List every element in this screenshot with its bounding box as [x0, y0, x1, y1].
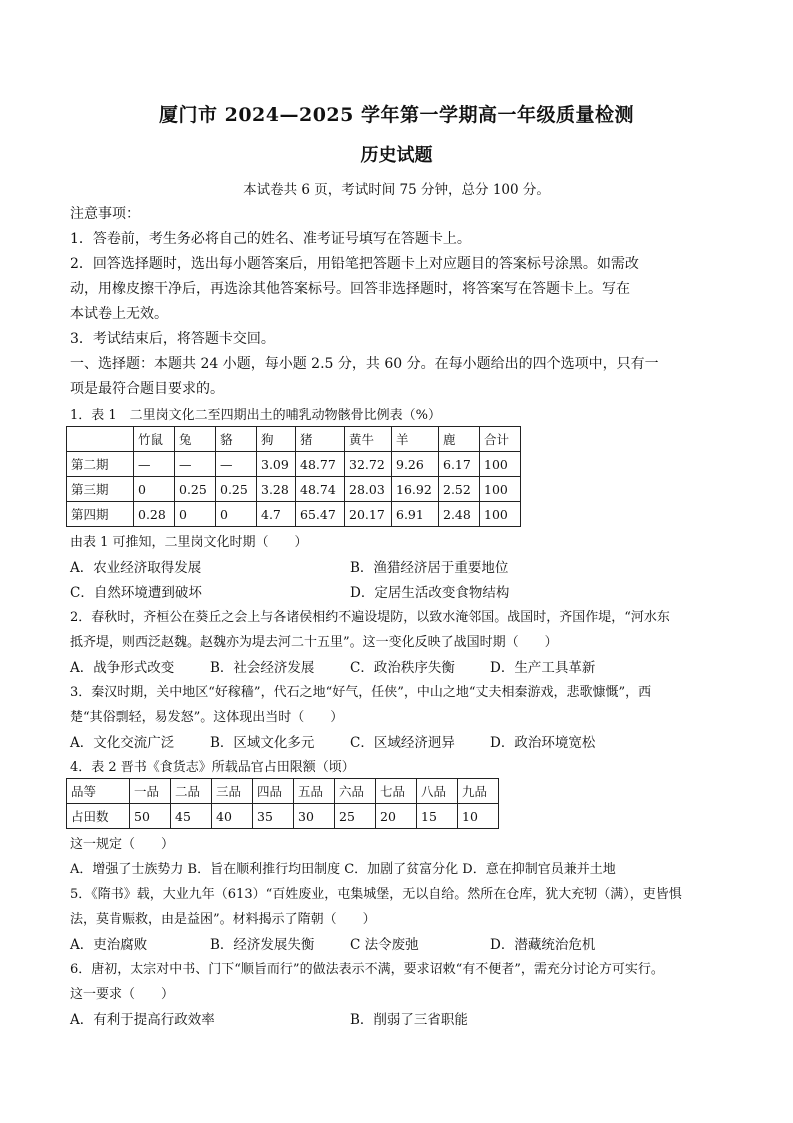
q4-stem: 4．表 2 晋书《食货志》所载品官占田限额（顷）: [70, 760, 355, 775]
table-cell: 4.7: [257, 502, 296, 527]
table-row: [67, 477, 521, 502]
table-cell: 0.25: [175, 477, 216, 502]
table-cell: 16.92: [392, 477, 439, 502]
table-cell: 10: [458, 804, 499, 829]
table-cell: 2.48: [439, 502, 480, 527]
q5-stem-line-2: 法，莫肯赈救，由是益困”。材料揭示了隋朝（ ）: [70, 912, 376, 927]
table-cell: —: [134, 452, 175, 477]
table-cell: 30: [294, 804, 335, 829]
table-cell: 25: [335, 804, 376, 829]
section-heading-line-1: 一、选择题：本题共 24 小题，每小题 2.5 分，共 60 分。在每小题给出的四个选项中，只有一: [70, 356, 659, 372]
q2-option-d: D．生产工具革新: [490, 660, 596, 676]
table-cell: 四品: [253, 779, 294, 804]
exam-note: 本试卷共 6 页，考试时间 75 分钟，总分 100 分。: [243, 182, 550, 198]
table-cell: 50: [130, 804, 171, 829]
q1-option-b: B．渔猎经济居于重要地位: [350, 560, 509, 576]
page-title: 厦门市 2024—2025 学年第一学期高一年级质量检测: [159, 104, 634, 126]
q3-option-d: D．政治环境宽松: [490, 735, 596, 751]
notice-item-2-line-2: 动，用橡皮擦干净后，再选涂其他答案标号。回答非选择题时，将答案写在答题卡上。写在: [70, 281, 630, 297]
q5-option-c: C 法令废弛: [350, 937, 419, 953]
table-cell: 八品: [417, 779, 458, 804]
q1-option-d: D．定居生活改变食物结构: [350, 585, 510, 601]
table-cell: 狗: [257, 427, 296, 452]
q3-stem-line-2: 楚“其俗剽轻，易发怒”。这体现出当时（ ）: [70, 710, 344, 725]
q1-option-a: A．农业经济取得发展: [70, 560, 202, 576]
q1-option-c: C．自然环境遭到破坏: [70, 585, 202, 601]
table-cell: 20.17: [345, 502, 392, 527]
q1-question: 由表 1 可推知，二里岗文化时期（ ）: [70, 535, 308, 550]
q1-stem: 1．表 1 二里岗文化二至四期出土的哺乳动物骸骨比例表（%）: [70, 408, 442, 423]
q3-option-b: B．区域文化多元: [210, 735, 315, 751]
table-row: [67, 804, 499, 829]
table-cell: 45: [171, 804, 212, 829]
q4-table: [66, 778, 499, 829]
page-subtitle: 历史试题: [360, 145, 433, 166]
table-cell: 二品: [171, 779, 212, 804]
table-cell: 猪: [296, 427, 345, 452]
q6-stem-line-1: 6．唐初，太宗对中书、门下“顺旨而行”的做法表示不满，要求诏敕“有不便者”，需充分讨论方可实行。: [70, 962, 664, 977]
table-cell: 鹿: [439, 427, 480, 452]
table-cell: 九品: [458, 779, 499, 804]
q5-option-a: A．吏治腐败: [70, 937, 148, 953]
notice-item-3: 3．考试结束后，将答题卡交回。: [70, 331, 275, 347]
q2-option-c: C．政治秩序失衡: [350, 660, 455, 676]
table-cell: 第二期: [67, 452, 134, 477]
table-cell: 第四期: [67, 502, 134, 527]
table-cell: 100: [480, 502, 521, 527]
q3-option-c: C．区域经济迥异: [350, 735, 455, 751]
table-cell: 羊: [392, 427, 439, 452]
section-heading-line-2: 项是最符合题目要求的。: [70, 381, 224, 397]
q1-table: [66, 426, 521, 527]
table-header-row: [67, 427, 521, 452]
table-cell: 合计: [480, 427, 521, 452]
q6-option-b: B．削弱了三省职能: [350, 1012, 468, 1028]
table-cell: 第三期: [67, 477, 134, 502]
q2-option-a: A．战争形式改变: [70, 660, 175, 676]
table-header-row: [67, 779, 499, 804]
q5-option-b: B．经济发展失衡: [210, 937, 315, 953]
table-cell: 65.47: [296, 502, 345, 527]
table-cell: 48.77: [296, 452, 345, 477]
table-cell: 竹鼠: [134, 427, 175, 452]
table-row: [67, 502, 521, 527]
notice-item-1: 1．答卷前，考生务必将自己的姓名、准考证号填写在答题卡上。: [70, 231, 471, 247]
table-cell: 3.28: [257, 477, 296, 502]
table-cell: 15: [417, 804, 458, 829]
table-cell: 0: [134, 477, 175, 502]
q6-option-a: A．有利于提高行政效率: [70, 1012, 215, 1028]
table-cell: 兔: [175, 427, 216, 452]
q4-options: A．增强了士族势力 B．旨在顺利推行均田制度 C．加剧了贫富分化 D．意在抑制官员兼并土地: [70, 862, 616, 877]
table-cell: 黄牛: [345, 427, 392, 452]
table-cell: 七品: [376, 779, 417, 804]
table-cell: 2.52: [439, 477, 480, 502]
table-cell: 35: [253, 804, 294, 829]
q5-stem-line-1: 5．《隋书》载，大业九年（613）“百姓废业，屯集城堡，无以自给。然所在仓库，犹大充牣（满），吏皆惧: [70, 887, 682, 902]
q6-stem-line-2: 这一要求（ ）: [70, 987, 175, 1002]
q2-stem-line-1: 2．春秋时，齐桓公在葵丘之会上与各诸侯相约不遍设堤防，以致水淹邻国。战国时，齐国作堤，“河水东: [70, 610, 670, 625]
q2-stem-line-2: 抵齐堤，则西泛赵魏。赵魏亦为堤去河二十五里”。这一变化反映了战国时期（ ）: [70, 635, 558, 650]
table-cell: 0.25: [216, 477, 257, 502]
table-cell: 28.03: [345, 477, 392, 502]
q5-option-d: D．潜藏统治危机: [490, 937, 596, 953]
table-cell: 占田数: [67, 804, 130, 829]
q3-stem-line-1: 3．秦汉时期，关中地区“好稼穑”，代石之地“好气，任侠”，中山之地“丈夫相秦游戏，悲歌慷慨”，西: [70, 685, 652, 700]
table-cell: 品等: [67, 779, 130, 804]
table-cell: 20: [376, 804, 417, 829]
table-cell: —: [216, 452, 257, 477]
table-cell: 0: [216, 502, 257, 527]
table-cell: 0.28: [134, 502, 175, 527]
table-cell: 32.72: [345, 452, 392, 477]
table-cell: 0: [175, 502, 216, 527]
q4-question: 这一规定（ ）: [70, 837, 175, 852]
notice-heading: 注意事项：: [70, 206, 140, 222]
table-cell: 貉: [216, 427, 257, 452]
notice-item-2-line-1: 2．回答选择题时，选出每小题答案后，用铅笔把答题卡上对应题目的答案标号涂黑。如需改: [70, 256, 639, 272]
table-cell: 100: [480, 477, 521, 502]
table-cell: 48.74: [296, 477, 345, 502]
table-cell: 6.17: [439, 452, 480, 477]
table-cell: [67, 427, 134, 452]
notice-item-2-line-3: 本试卷上无效。: [70, 306, 168, 322]
q3-option-a: A．文化交流广泛: [70, 735, 175, 751]
table-cell: 9.26: [392, 452, 439, 477]
table-cell: 40: [212, 804, 253, 829]
table-cell: —: [175, 452, 216, 477]
table-cell: 六品: [335, 779, 376, 804]
table-row: [67, 452, 521, 477]
table-cell: 三品: [212, 779, 253, 804]
table-cell: 100: [480, 452, 521, 477]
table-cell: 五品: [294, 779, 335, 804]
table-cell: 3.09: [257, 452, 296, 477]
q2-option-b: B．社会经济发展: [210, 660, 315, 676]
table-cell: 6.91: [392, 502, 439, 527]
table-cell: 一品: [130, 779, 171, 804]
